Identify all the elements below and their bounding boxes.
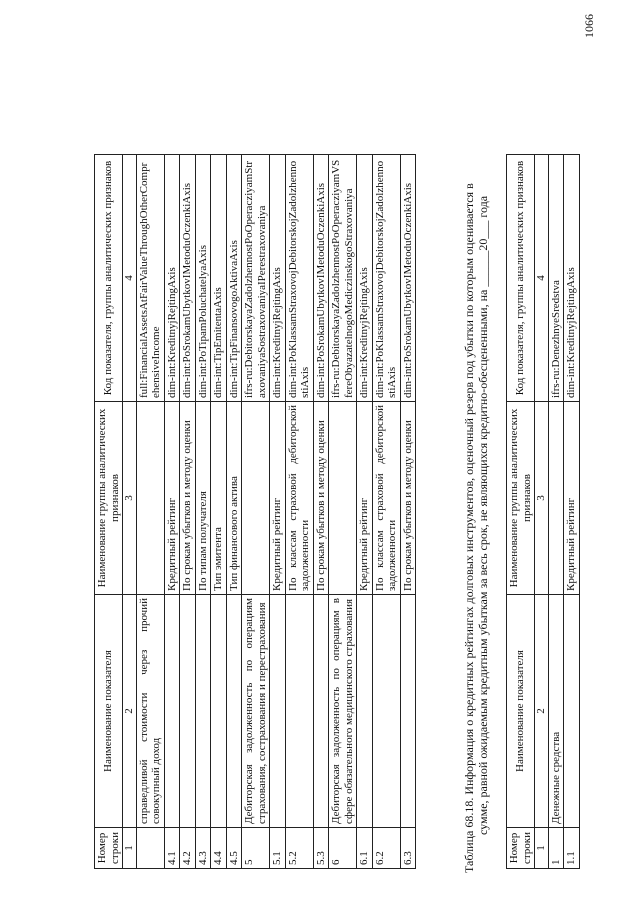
group-name-cell bbox=[242, 402, 270, 595]
col-index: 4 bbox=[535, 155, 549, 402]
indicator-name-cell bbox=[270, 595, 286, 828]
col-index: 2 bbox=[123, 595, 137, 828]
group-name-cell: Тип эмитента bbox=[211, 402, 227, 595]
row-number-cell: 6.2 bbox=[372, 828, 400, 869]
col-index: 1 bbox=[123, 828, 137, 869]
table-68-18 bbox=[506, 154, 580, 869]
code-cell: dim-int:PoTipamPoluchatelyaAxis bbox=[195, 155, 211, 402]
code-cell: dim-int:KreditnyjRejtingAxis bbox=[164, 155, 180, 402]
col-index: 3 bbox=[535, 402, 549, 595]
group-name-cell: Кредитный рейтинг bbox=[357, 402, 373, 595]
indicator-name-cell bbox=[226, 595, 242, 828]
caption-line-1: Таблица 68.18. Информация о кредитных рейтингах долговых инструментов, оценочный резерв под убытки по которым оценивается в bbox=[462, 183, 476, 873]
table-row bbox=[270, 155, 286, 869]
indicator-name-cell: Денежные средства bbox=[548, 595, 564, 828]
code-cell: dim-int:KreditnyjRejtingAxis bbox=[357, 155, 373, 402]
col-index: 1 bbox=[535, 828, 549, 869]
code-cell: dim-int:PoSrokamUbytkovIMetoduOczenkiAxis bbox=[400, 155, 416, 402]
indicator-name-cell bbox=[164, 595, 180, 828]
page-number: 1066 bbox=[582, 14, 596, 38]
indicator-name-cell: Дебиторская задолженность по операциям в сфере обязательного медицинского страхования bbox=[329, 595, 357, 828]
indicator-name-cell bbox=[400, 595, 416, 828]
column-index-row bbox=[123, 155, 137, 869]
header-indicator-name: Наименование показателя bbox=[95, 595, 123, 828]
table-row bbox=[285, 155, 313, 869]
table-row bbox=[329, 155, 357, 869]
table-row bbox=[564, 155, 580, 869]
table-row bbox=[242, 155, 270, 869]
indicator-name-cell bbox=[564, 595, 580, 828]
group-name-cell: По классам страховой дебиторской задолженности bbox=[372, 402, 400, 595]
table-body bbox=[136, 155, 416, 869]
group-name-cell: Кредитный рейтинг bbox=[564, 402, 580, 595]
code-cell: dim-int:KreditnyjRejtingAxis bbox=[270, 155, 286, 402]
code-cell: dim-int:TipEmitentaAxis bbox=[211, 155, 227, 402]
row-number-cell: 5 bbox=[242, 828, 270, 869]
table-row bbox=[372, 155, 400, 869]
table-header-row bbox=[95, 155, 123, 869]
table-68-17-continued bbox=[94, 154, 416, 869]
group-name-cell: Тип финансового актива bbox=[226, 402, 242, 595]
row-number-cell: 4.4 bbox=[211, 828, 227, 869]
row-number-cell: 5.3 bbox=[313, 828, 329, 869]
row-number-cell: 4.3 bbox=[195, 828, 211, 869]
indicator-name-cell: справедливой стоимости через прочий совокупный доход bbox=[136, 595, 164, 828]
row-number-cell: 5.1 bbox=[270, 828, 286, 869]
group-name-cell: По срокам убытков и методу оценки bbox=[313, 402, 329, 595]
code-cell: ifrs-ru:DebitorskayaZadolzhennostPoOperacziyamVSfereObyazatelnogoMediczinskogoStraxovaniya bbox=[329, 155, 357, 402]
indicator-name-cell bbox=[372, 595, 400, 828]
table-header-row bbox=[507, 155, 535, 869]
caption-line-2: сумме, равной ожидаемым кредитным убыткам за весь срок, не являющихся кредитно-обесцененными, на ______20___ года bbox=[476, 195, 490, 835]
row-number-cell: 4.2 bbox=[180, 828, 196, 869]
header-code: Код показателя, группы аналитических признаков bbox=[507, 155, 535, 402]
col-index: 2 bbox=[535, 595, 549, 828]
group-name-cell: По классам страховой дебиторской задолженности bbox=[285, 402, 313, 595]
code-cell: dim-int:KreditnyjRejtingAxis bbox=[564, 155, 580, 402]
group-name-cell: По срокам убытков и методу оценки bbox=[180, 402, 196, 595]
table-row bbox=[548, 155, 564, 869]
indicator-name-cell bbox=[180, 595, 196, 828]
table-row bbox=[195, 155, 211, 869]
table-row bbox=[357, 155, 373, 869]
indicator-name-cell: Дебиторская задолженность по операциям страхования, сострахования и перестрахования bbox=[242, 595, 270, 828]
indicator-name-cell bbox=[357, 595, 373, 828]
header-code: Код показателя, группы аналитических признаков bbox=[95, 155, 123, 402]
col-index: 3 bbox=[123, 402, 137, 595]
indicator-name-cell bbox=[211, 595, 227, 828]
row-number-cell: 5.2 bbox=[285, 828, 313, 869]
table-body bbox=[548, 155, 579, 869]
group-name-cell: Кредитный рейтинг bbox=[270, 402, 286, 595]
group-name-cell bbox=[548, 402, 564, 595]
code-cell: ifrs-ru:DebitorskayaZadolzhennostPoOperacziyamStraxovaniyaSostraxovaniyaIPerestraxovaniya bbox=[242, 155, 270, 402]
col-index: 4 bbox=[123, 155, 137, 402]
group-name-cell bbox=[136, 402, 164, 595]
table-row bbox=[211, 155, 227, 869]
group-name-cell: По типам получателя bbox=[195, 402, 211, 595]
table-row bbox=[180, 155, 196, 869]
table-row bbox=[136, 155, 164, 869]
code-cell: dim-int:PoKlassamStraxovojDebitorskojZadolzhennostiAxis bbox=[285, 155, 313, 402]
table-row bbox=[226, 155, 242, 869]
table-row bbox=[313, 155, 329, 869]
code-cell: dim-int:PoSrokamUbytkovIMetoduOczenkiAxis bbox=[180, 155, 196, 402]
table-caption bbox=[462, 137, 490, 873]
group-name-cell: Кредитный рейтинг bbox=[164, 402, 180, 595]
group-name-cell bbox=[329, 402, 357, 595]
row-number-cell: 6.3 bbox=[400, 828, 416, 869]
header-row-number: Номер строки bbox=[507, 828, 535, 869]
row-number-cell: 4.5 bbox=[226, 828, 242, 869]
code-cell: ifrs-ru:DenezhnyeSredstva bbox=[548, 155, 564, 402]
indicator-name-cell bbox=[195, 595, 211, 828]
group-name-cell: По срокам убытков и методу оценки bbox=[400, 402, 416, 595]
code-cell: dim-int:TipFinansovogoAktivaAxis bbox=[226, 155, 242, 402]
header-group-name: Наименование группы аналитических признаков bbox=[95, 402, 123, 595]
row-number-cell: 4.1 bbox=[164, 828, 180, 869]
indicator-name-cell bbox=[285, 595, 313, 828]
column-index-row bbox=[535, 155, 549, 869]
row-number-cell: 1.1 bbox=[564, 828, 580, 869]
code-cell: dim-int:PoSrokamUbytkovIMetoduOczenkiAxis bbox=[313, 155, 329, 402]
header-indicator-name: Наименование показателя bbox=[507, 595, 535, 828]
table-row bbox=[164, 155, 180, 869]
table-row bbox=[400, 155, 416, 869]
header-row-number: Номер строки bbox=[95, 828, 123, 869]
header-group-name: Наименование группы аналитических признаков bbox=[507, 402, 535, 595]
row-number-cell: 1 bbox=[548, 828, 564, 869]
code-cell: full:FinancialAssetsAtFairValueThroughOtherComprehensiveIncome bbox=[136, 155, 164, 402]
code-cell: dim-int:PoKlassamStraxovojDebitorskojZadolzhennostiAxis bbox=[372, 155, 400, 402]
row-number-cell bbox=[136, 828, 164, 869]
row-number-cell: 6 bbox=[329, 828, 357, 869]
indicator-name-cell bbox=[313, 595, 329, 828]
row-number-cell: 6.1 bbox=[357, 828, 373, 869]
